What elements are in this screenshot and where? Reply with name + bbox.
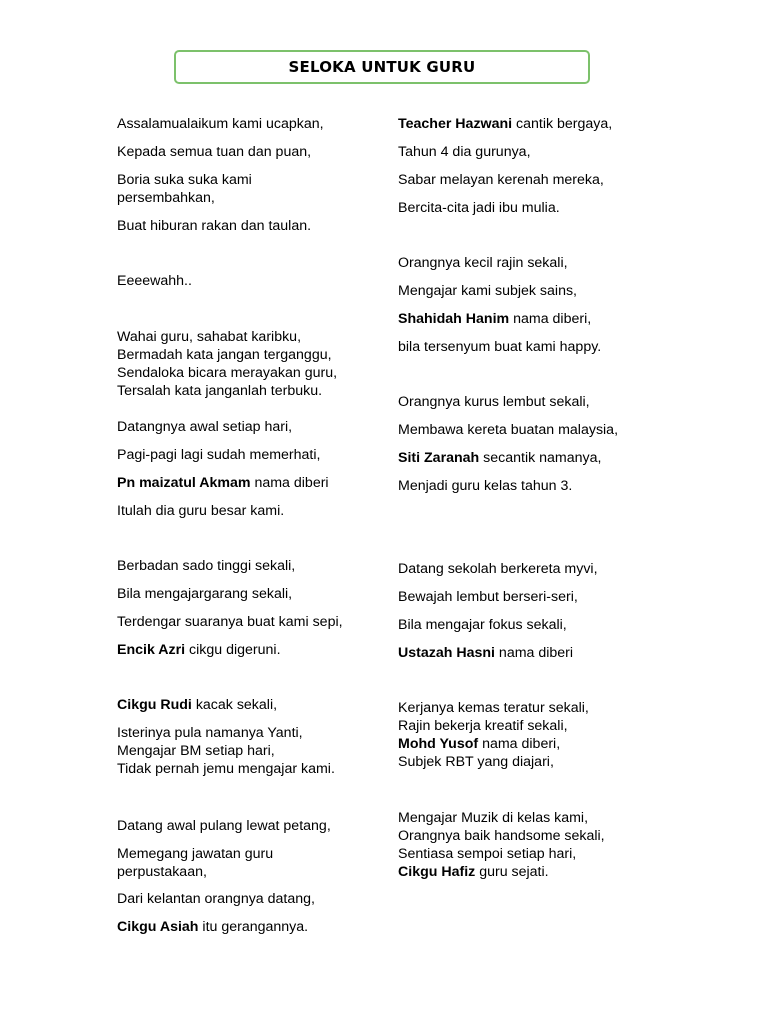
- poem-line: Tersalah kata janganlah terbuku.: [117, 383, 323, 399]
- poem-text: secantik namanya,: [479, 450, 602, 466]
- poem-line: Bewajah lembut berseri-seri,: [398, 589, 578, 605]
- poem-line: Assalamualaikum kami ucapkan,: [117, 116, 324, 132]
- poem-text: nama diberi,: [478, 736, 561, 752]
- poem-line: Sentiasa sempoi setiap hari,: [398, 846, 577, 862]
- poem-line: Orangnya kecil rajin sekali,: [398, 255, 568, 271]
- poem-line: Datangnya awal setiap hari,: [117, 419, 293, 435]
- poem-line: Berbadan sado tinggi sekali,: [117, 558, 296, 574]
- poem-line: Datang sekolah berkereta myvi,: [398, 561, 598, 577]
- poem-line: Itulah dia guru besar kami.: [117, 503, 285, 519]
- teacher-name: Siti Zaranah: [398, 450, 480, 466]
- poem-line: perpustakaan,: [117, 864, 207, 880]
- title-box: [174, 50, 590, 84]
- teacher-name: Cikgu Asiah: [117, 919, 199, 935]
- poem-line: [398, 735, 560, 753]
- teacher-name: Teacher Hazwani: [398, 116, 513, 132]
- poem-text: cikgu digeruni.: [185, 642, 281, 658]
- poem-line: Menjadi guru kelas tahun 3.: [398, 478, 573, 494]
- teacher-name: Shahidah Hanim: [398, 311, 510, 327]
- poem-line: Terdengar suaranya buat kami sepi,: [117, 614, 343, 630]
- poem-line: Buat hiburan rakan dan taulan.: [117, 218, 312, 234]
- poem-line: [398, 449, 601, 467]
- poem-line: Bermadah kata jangan terganggu,: [117, 347, 332, 363]
- poem-line: [117, 641, 281, 659]
- poem-line: [398, 310, 591, 328]
- poem-line: Subjek RBT yang diajari,: [398, 754, 554, 770]
- poem-text: kacak sekali,: [191, 697, 278, 713]
- teacher-name: Cikgu Hafiz: [398, 864, 476, 880]
- teacher-name: Cikgu Rudi: [117, 697, 192, 713]
- poem-line: Mengajar kami subjek sains,: [398, 283, 577, 299]
- poem-line: [117, 474, 329, 492]
- poem-line: persembahkan,: [117, 190, 215, 206]
- poem-line: Kerjanya kemas teratur sekali,: [398, 700, 589, 716]
- poem-line: Bila mengajar fokus sekali,: [398, 617, 567, 633]
- poem-line: Dari kelantan orangnya datang,: [117, 891, 315, 907]
- poem-line: [117, 918, 308, 936]
- poem-line: Kepada semua tuan dan puan,: [117, 144, 312, 160]
- poem-line: Pagi-pagi lagi sudah memerhati,: [117, 447, 321, 463]
- poem-text: nama diberi,: [509, 311, 592, 327]
- poem-line: Datang awal pulang lewat petang,: [117, 818, 331, 834]
- poem-line: bila tersenyum buat kami happy.: [398, 339, 602, 355]
- poem-line: Boria suka suka kami: [117, 172, 252, 188]
- poem-line: Mengajar BM setiap hari,: [117, 743, 275, 759]
- page-title: SELOKA UNTUK GURU: [288, 58, 476, 76]
- poem-line: [117, 696, 277, 714]
- poem-line: [398, 863, 549, 881]
- poem-line: Orangnya kurus lembut sekali,: [398, 394, 590, 410]
- poem-line: Membawa kereta buatan malaysia,: [398, 422, 619, 438]
- poem-line: Sendaloka bicara merayakan guru,: [117, 365, 338, 381]
- poem-text: cantik bergaya,: [512, 116, 613, 132]
- teacher-name: Encik Azri: [117, 642, 186, 658]
- poem-line: Rajin bekerja kreatif sekali,: [398, 718, 568, 734]
- teacher-name: Pn maizatul Akmam: [117, 475, 251, 491]
- poem-line: [398, 115, 612, 133]
- poem-line: Orangnya baik handsome sekali,: [398, 828, 605, 844]
- teacher-name: Ustazah Hasni: [398, 645, 495, 661]
- poem-line: Eeeewahh..: [117, 273, 192, 289]
- poem-text: guru sejati.: [475, 864, 549, 880]
- poem-text: nama diberi: [250, 475, 329, 491]
- poem-line: Tidak pernah jemu mengajar kami.: [117, 761, 335, 777]
- poem-line: Tahun 4 dia gurunya,: [398, 144, 531, 160]
- poem-text: nama diberi: [494, 645, 574, 661]
- poem-line: Wahai guru, sahabat karibku,: [117, 329, 302, 345]
- poem-line: Sabar melayan kerenah mereka,: [398, 172, 604, 188]
- poem-line: Bila mengajargarang sekali,: [117, 586, 293, 602]
- poem-line: Mengajar Muzik di kelas kami,: [398, 810, 589, 826]
- poem-text: itu gerangannya.: [198, 919, 309, 935]
- poem-line: Bercita-cita jadi ibu mulia.: [398, 200, 560, 216]
- poem-line: [398, 644, 573, 662]
- poem-line: Isterinya pula namanya Yanti,: [117, 725, 303, 741]
- poem-line: Memegang jawatan guru: [117, 846, 274, 862]
- teacher-name: Mohd Yusof: [398, 736, 479, 752]
